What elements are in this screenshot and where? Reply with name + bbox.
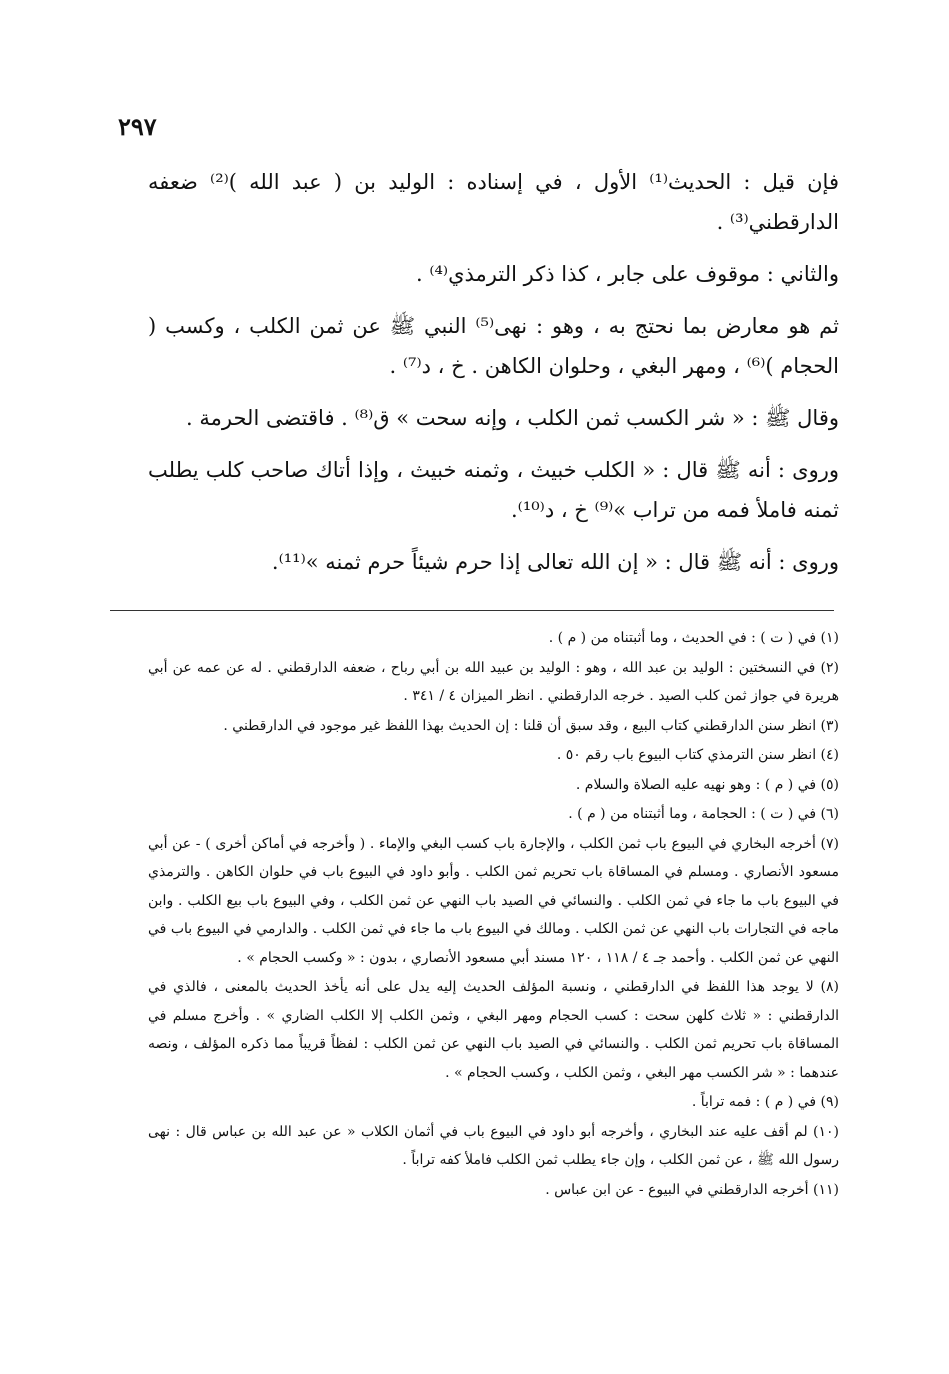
footnote-divider (110, 610, 834, 611)
footnote: (٢) في النسختين : الوليد بن عبد الله ، وهو : الوليد بن عبيد الله بن أبي رباح ، ضعفه الدارقطني . له عن عمه عن أبي هريرة في جواز ثمن كلب الصيد . خرجه الدارقطني . انظر الميزان ٤ / ٣٤١ . (148, 659, 839, 704)
footnote: (١٠) لم أقف عليه عند البخاري ، وأخرجه أبو داود في البيوع باب في أثمان الكلاب « عن عبد الله بن عباس قال : نهى رسول الله ﷺ ، عن ثمن الكلب ، وإن جاء يطلب ثمن الكلب فاملأ كفه تراباً . (148, 1123, 839, 1168)
paragraph: وروى : أنه ﷺ قال : « إن الله تعالى إذا حرم شيئاً حرم ثمنه »⁽¹¹⁾. (271, 550, 839, 574)
footnote: (٨) لا يوجد هذا اللفظ في الدارقطني ، ونسبة المؤلف الحديث إليه يدل على أنه يأخذ الحديث بالمعنى ، فالذي في الدارقطني : « ثلاث كلهن سحت : كسب الحجام ومهر البغي ، وثمن الكلب إلا الكلب الضاري » . وأخرج مسلم في المساقاة باب تحريم ثمن الكلب . والنسائي في الصيد باب النهي عن ثمن الكلب : لفظاً قريباً مما ذكره المؤلف ، ونصه عندهما : « شر الكسب مهر البغي ، وثمن الكلب ، وكسب الحجام » . (148, 979, 839, 1081)
footnotes (148, 624, 839, 1205)
footnote: (١١) أخرجه الدارقطني في البيوع - عن ابن عباس . (545, 1181, 839, 1198)
paragraph: والثاني : موقوف على جابر ، كذا ذكر الترمذي⁽⁴⁾ . (415, 262, 839, 286)
main-text (148, 162, 839, 594)
paragraph: وروى : أنه ﷺ قال : « الكلب خبيث ، وثمنه خبيث ، وإذا أتاك صاحب كلب يطلب ثمنه فاملأ فمه من تراب »⁽⁹⁾ خ ، د⁽¹⁰⁾. (148, 458, 839, 522)
paragraph: ثم هو معارض بما نحتج به ، وهو : نهى⁽⁵⁾ النبي ﷺ عن ثمن الكلب ، وكسب ( الحجام )⁽⁶⁾ ، ومهر البغي ، وحلوان الكاهن . خ ، د⁽⁷⁾ . (148, 314, 839, 378)
footnote: (٩) في ( م ) : فمه تراباً . (691, 1094, 839, 1110)
page-number: ٢٩٧ (118, 112, 157, 141)
footnote: (٦) في ( ت ) : الحجامة ، وما أثبتناه من ( م ) . (568, 806, 839, 822)
footnote: (٥) في ( م ) : وهو نهيه عليه الصلاة والسلام . (575, 776, 839, 793)
footnote: (٣) انظر سنن الدارقطني كتاب البيع ، وقد سبق أن قلنا : إن الحديث بهذا اللفظ غير موجود في الدارقطني . (223, 717, 839, 734)
footnote: (١) في ( ت ) : في الحديث ، وما أثبتناه من ( م ) . (548, 630, 839, 646)
paragraph: وقال ﷺ : « شر الكسب ثمن الكلب ، وإنه سحت » ق⁽⁸⁾ . فاقتضى الحرمة . (186, 406, 839, 430)
footnote: (٤) انظر سنن الترمذي كتاب البيوع باب رقم ٥٠ . (556, 747, 839, 763)
footnote: (٧) أخرجه البخاري في البيوع باب ثمن الكلب ، والإجارة باب كسب البغي والإماء . ( وأخرجه في أماكن أخرى ) - عن أبي مسعود الأنصاري . ومسلم في المساقاة باب تحريم ثمن الكلب . وأبو داود في البيوع باب في حلوان الكاهن . والترمذي في البيوع باب ما جاء في ثمن الكلب . والنسائي في الصيد باب النهي عن ثمن الكلب ، وفي البيوع باب بيع الكلب . وابن ماجه في التجارات باب النهي عن ثمن الكلب . ومالك في البيوع باب ما جاء في ثمن الكلب . والدارمي في البيوع باب في النهي عن ثمن الكلب . وأحمد جـ ٤ / ١١٨ ، ١٢٠ مسند أبي مسعود الأنصاري ، بدون : « وكسب الحجام » . (148, 835, 839, 966)
paragraph: فإن قيل : الحديث⁽¹⁾ الأول ، في إسناده : الوليد بن ( عبد الله )⁽²⁾ ضعفه الدارقطني⁽³⁾ . (148, 170, 839, 234)
